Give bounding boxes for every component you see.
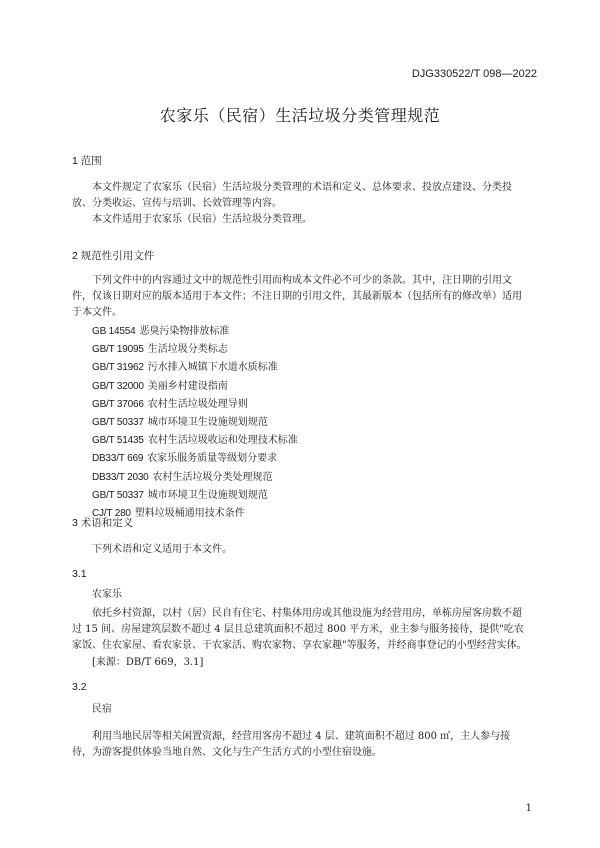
reference-list [92,323,298,523]
reference-code: GB/T 50337 [92,489,144,501]
reference-title: 农家乐服务质量等级划分要求 [147,453,278,465]
reference-code: GB/T 51435 [92,435,144,447]
reference-item [92,487,298,505]
reference-title: 恶臭污染物排放标准 [139,326,230,337]
reference-item [92,414,298,432]
reference-item [92,450,298,468]
page-title: 农家乐（民宿）生活垃圾分类管理规范 [159,106,441,125]
reference-code: GB/T 50337 [92,416,144,428]
term-number-3-2: 3.2 [72,681,87,693]
scope-applicability: 本文件适用于农家乐（民宿）生活垃圾分类管理。 [92,214,312,225]
reference-code: GB 14554 [92,326,136,337]
document-number: DJG330522/T 098—2022 [411,68,537,80]
reference-title: 农村生活垃圾处理导则 [147,398,248,410]
reference-item [92,359,298,377]
reference-title: 美丽乡村建设指南 [147,380,228,392]
reference-title: 城市环境卫生设施规划规范 [147,489,268,501]
reference-item [92,323,298,341]
reference-code: DB33/T 669 [92,453,144,465]
reference-title: 生活垃圾分类标志 [147,344,228,356]
reference-code: DB33/T 2030 [92,471,149,483]
reference-item [92,396,298,414]
reference-item [92,469,298,487]
section-heading-normative: 2 规范性引用文件 [72,250,155,262]
reference-title: 城市环境卫生设施规划规范 [147,416,268,428]
term-name-minsu: 民宿 [92,704,112,715]
terms-intro: 下列术语和定义适用于本文件。 [92,544,232,555]
reference-item [92,341,298,359]
reference-code: GB/T 19095 [92,344,144,356]
reference-title: 塑料垃圾桶通用技术条件 [134,507,245,519]
term-number-3-1: 3.1 [72,568,87,580]
reference-item [92,378,298,396]
term-definition-minsu: 利用当地民居等相关闲置资源，经营用客房不超过 4 层、建筑面积不超过 800 ㎡，主人参与接待，为游客提供体验当地自然、文化与生产生活方式的小型住宿设施。 [72,731,511,758]
reference-code: CJ/T 280 [92,507,131,519]
section-heading-terms: 3 术语和定义 [72,517,134,529]
reference-title: 污水排入城镇下水道水质标准 [147,362,278,374]
section-heading-scope: 1 范围 [72,155,102,167]
term-source: [来源：DB/T 669，3.1] [92,657,204,668]
scope-paragraph: 本文件规定了农家乐（民宿）生活垃圾分类管理的术语和定义、总体要求、投放点建设、分类投放、分类收运、宣传与培训、长效管理等内容。 [72,182,512,209]
reference-code: GB/T 37066 [92,398,144,410]
reference-title: 农村生活垃圾分类处理规范 [152,471,273,483]
page-number: 1 [525,803,532,814]
reference-code: GB/T 32000 [92,380,144,392]
reference-title: 农村生活垃圾收运和处理技术标准 [147,435,298,447]
normative-intro: 下列文件中的内容通过文中的规范性引用而构成本文件必不可少的条款。其中，注日期的引用文件，仅该日期对应的版本适用于本文件；不注日期的引用文件，其最新版本（包括所有的修改单）适用于本文件。 [72,275,522,318]
term-name-nongjiale: 农家乐 [92,589,122,600]
term-definition-nongjiale: 依托乡村资源，以村（居）民自有住宅、村集体用房或其他设施为经营用房，单栋房屋客房数不超过 15 间、房屋建筑层数不超过 4 层且总建筑面积不超过 800 平方米，业主参与服务接待，提供"吃农家饭、住农家屋、看农家景、干农家活、购农家物、享农家趣"等服务，并经商事登记的小型经营实体。 [72,608,527,651]
reference-code: GB/T 31962 [92,362,144,374]
reference-item [92,432,298,450]
